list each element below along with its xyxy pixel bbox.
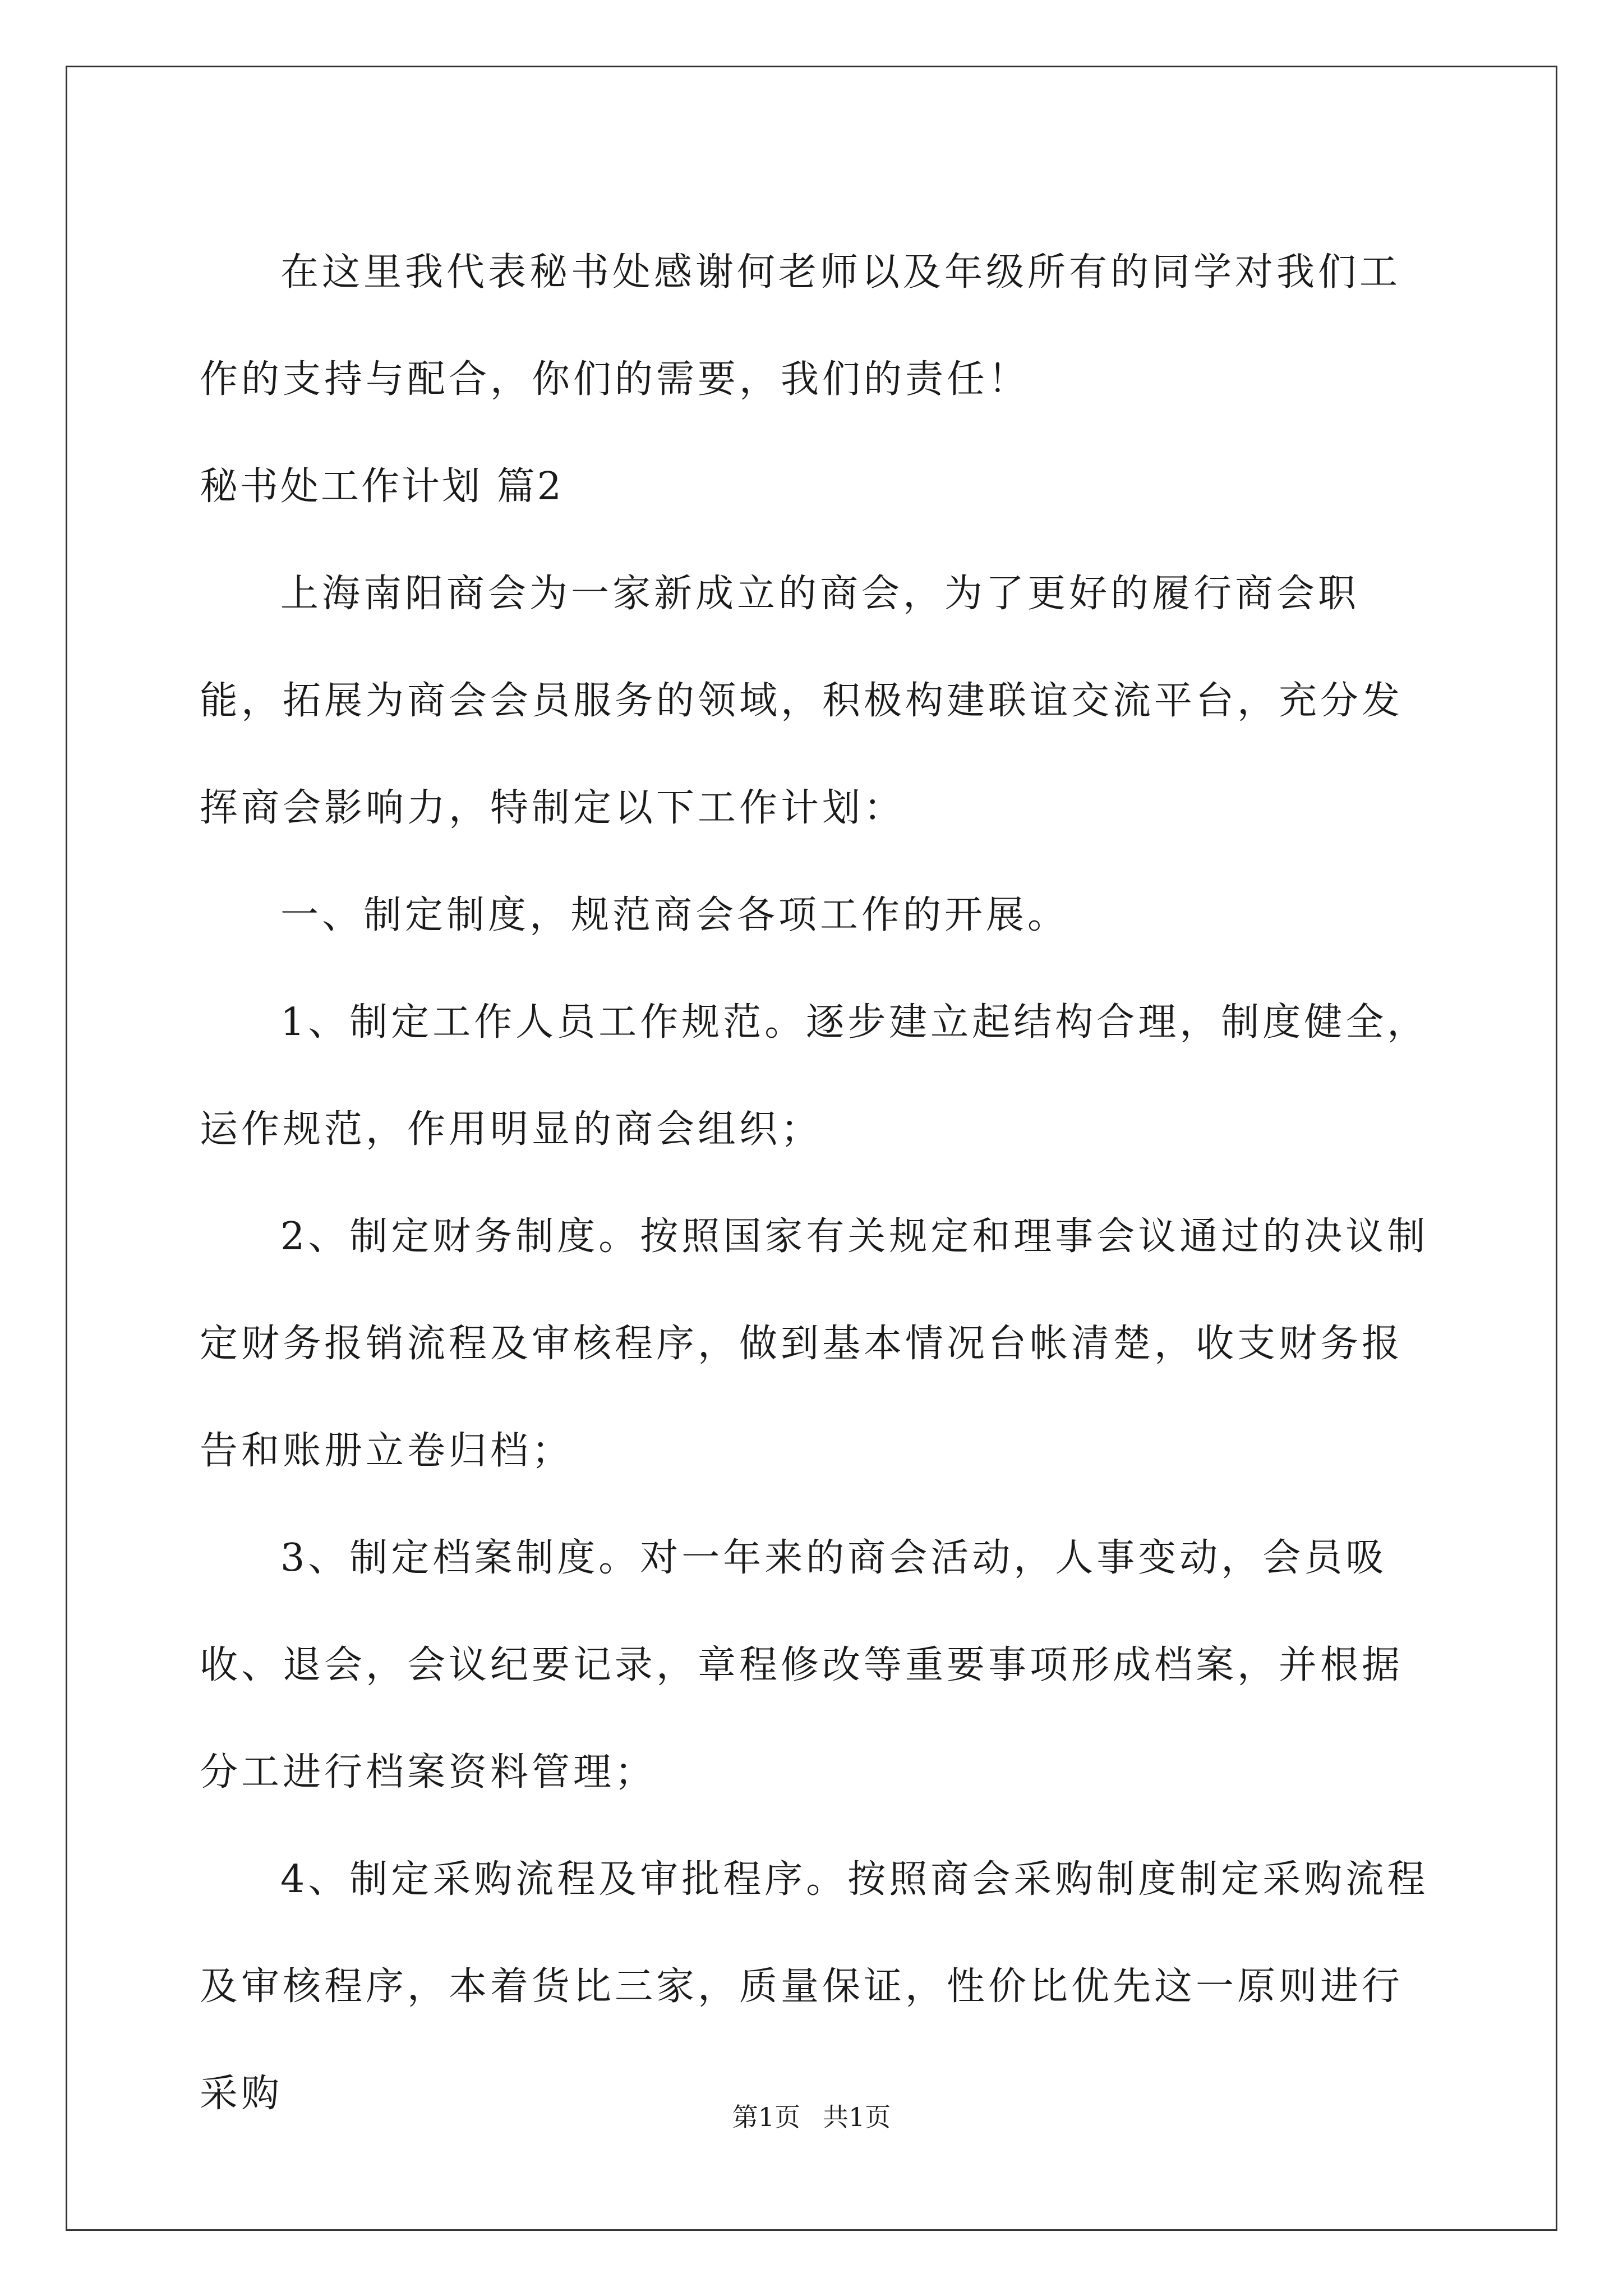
page-footer (0, 2097, 1623, 2134)
page-total: 共1页 (823, 2102, 891, 2132)
paragraph-item-2: 2、制定财务制度。按照国家有关规定和理事会议通过的决议制定财务报销流程及审核程序，做到基本情况台帐清楚，收支财务报告和账册立卷归档； (200, 1214, 1429, 1473)
paragraph-thanks: 在这里我代表秘书处感谢何老师以及年级所有的同学对我们工作的支持与配合，你们的需要，我们的责任！ (200, 250, 1401, 402)
section-heading: 秘书处工作计划 篇2 (200, 464, 564, 509)
page-number: 第1页 (732, 2102, 800, 2132)
document-body (200, 219, 1433, 2147)
paragraph-item-3: 3、制定档案制度。对一年来的商会活动，人事变动，会员吸收、退会，会议纪要记录，章程修改等重要事项形成档案，并根据分工进行档案资料管理； (200, 1536, 1404, 1795)
paragraph-item-1: 1、制定工作人员工作规范。逐步建立起结构合理，制度健全，运作规范，作用明显的商会组织； (200, 1000, 1429, 1152)
paragraph-item-4: 4、制定采购流程及审批程序。按照商会采购制度制定采购流程及审核程序，本着货比三家，质量保证，性价比优先这一原则进行采购 (200, 1857, 1429, 2116)
paragraph-section-one: 一、制定制度，规范商会各项工作的开展。 (280, 893, 1069, 937)
paragraph-intro: 上海南阳商会为一家新成立的商会，为了更好的履行商会职能，拓展为商会会员服务的领域，积极构建联谊交流平台，充分发挥商会影响力，特制定以下工作计划： (200, 572, 1404, 830)
